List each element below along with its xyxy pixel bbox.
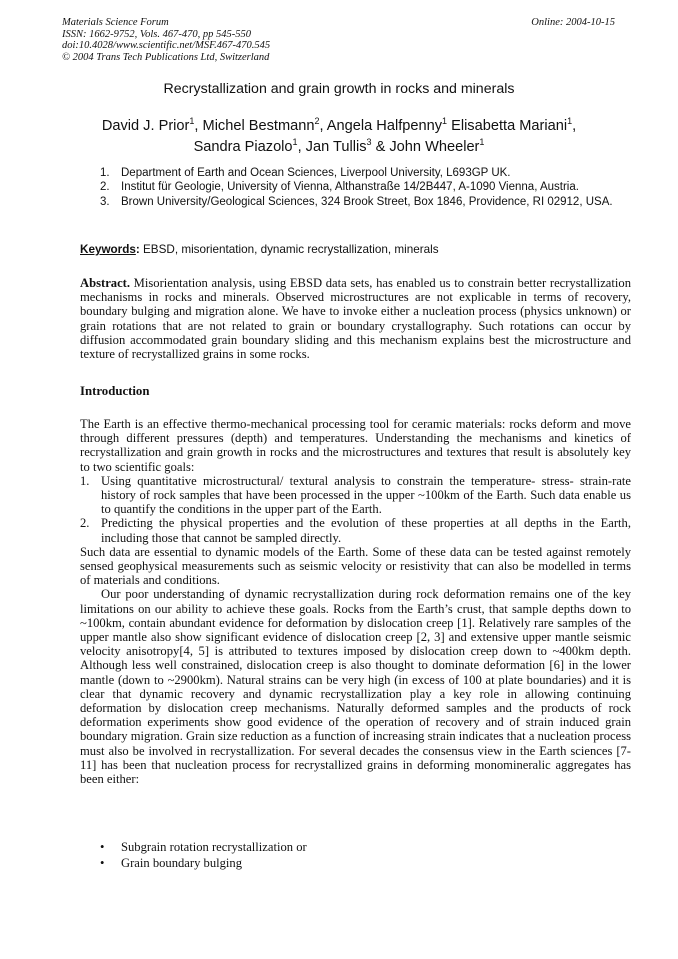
doi-line: doi:10.4028/www.scientific.net/MSF.467-470.545 (62, 40, 271, 52)
abstract-text: Misorientation analysis, using EBSD data sets, has enabled us to constrain better recrystallization mechanisms in rocks and minerals. Observed microstructures are not explicable in terms of recovery, boundary bulging and migration alone. We have to invoke either a nucleation process (physics unknown) or grain rotations that are not related to grain or boundary crystallography. Such rotations can occur by diffusion accommodated grain boundary sliding and this mechanism explains best the microstructure and texture of recrystallized grains in some rocks. (80, 276, 631, 362)
paragraph: Our poor understanding of dynamic recrystallization during rock deformation remains one of the key limitations on our ability to achieve these goals. Rocks from the Earth’s crust, that sample depths down to ~100km, contain abundant evidence for deformation by dislocation creep [1]. Relatively rare samples of the upper mantle also show significant evidence of dislocation creep [2, 3] and extensive upper mantle seismic velocity anisotropy[4, 5] is attributed to textures imposed by dislocation creep down to ~400km depth. Although less well constrained, dislocation creep is also thought to dominate deformation [6] in the lower mantle (down to ~2900km). Natural strains can be very high (in excess of 100 at plate boundaries) and it is clear that dynamic recovery and dynamic recrystallization play a key role in allowing continuing deformation by dislocation creep mechanisms. Naturally deformed samples and the products of rock deformation experiments show good evidence of the operation of recovery and of strain induced grain boundary migration. Grain size reduction as a function of increasing strain indicates that a nucleation process must also be involved in recrystallization. For several decades the consensus view in the Earth sciences [7-11] has been that nucleation process for recrystallized grains in deforming monomineralic aggregates has been either: (80, 587, 631, 787)
online-date: Online: 2004-10-15 (531, 17, 615, 28)
introduction-body (80, 417, 631, 786)
affiliation-list (100, 166, 630, 209)
keywords-text: EBSD, misorientation, dynamic recrystallization, minerals (139, 243, 439, 256)
affiliation-item: 1. Department of Earth and Ocean Sciences, Liverpool University, L693GP UK. (100, 167, 511, 179)
publication-info (62, 17, 270, 63)
paragraph: The Earth is an effective thermo-mechanical processing tool for ceramic materials: rocks deform and move through different pressures (depth) and temperatures. Understanding the mechanisms and kinetics of recrystallization and grain growth in rocks and the microstructures and textures that result is absolutely key to two scientific goals: (80, 417, 631, 474)
copyright-line: © 2004 Trans Tech Publications Ltd, Switzerland (62, 51, 270, 63)
journal-name: Materials Science Forum (62, 17, 169, 28)
list-item: • Subgrain rotation recrystallization or (100, 840, 307, 854)
keywords: Keywords: EBSD, misorientation, dynamic recrystallization, minerals (80, 243, 439, 256)
bullet-list (100, 840, 307, 871)
abstract (80, 276, 631, 361)
keywords-label: Keywords (80, 243, 136, 256)
list-item: • Grain boundary bulging (100, 855, 243, 870)
goal-item: 1. Using quantitative microstructural/ textural analysis to constrain the temperature- stress- strain-rate history of rock samples that have been processed in the upper ~100km of the Earth. Such data enable us to quantify the conditions in the upper part of the Earth. (80, 473, 631, 517)
paragraph: Such data are essential to dynamic models of the Earth. Some of these data can be tested against remotely sensed geophysical measurements such as seismic velocity or resistivity that can also be modelled in terms of materials and conditions. (80, 544, 631, 588)
author: Elisabetta Mariani$^1$, (451, 116, 577, 134)
author: David J. Prior$^1$, (101, 116, 203, 134)
affiliation-item: 3. Brown University/Geological Sciences, 324 Brook Street, Box 1846, Providence, RI 02912, USA. (100, 195, 613, 208)
author: Michel Bestmann$^2$, (202, 116, 327, 134)
goal-item: 2. Predicting the physical properties and the evolution of these properties at all depths in the Earth, including those that cannot be sampled directly. (80, 516, 631, 545)
author: Angela Halfpenny$^1$ (326, 116, 448, 134)
issn-line: ISSN: 1662-9752, Vols. 467-470, pp 545-550 (62, 28, 251, 40)
affiliation-item: 2. Institut für Geologie, University of Vienna, Althanstraße 14/2B447, A-1090 Vienna, Austria. (100, 181, 579, 194)
abstract-label: Abstract. (80, 276, 131, 290)
author: Sandra Piazolo$^1$, (193, 136, 306, 155)
author: John Wheeler$^1$ (389, 136, 485, 155)
author-list (70, 116, 608, 157)
paper-title: Recrystallization and grain growth in rocks and minerals (163, 81, 515, 97)
section-heading: Introduction (80, 384, 150, 398)
author: Jan Tullis$^3$ & (305, 136, 390, 155)
